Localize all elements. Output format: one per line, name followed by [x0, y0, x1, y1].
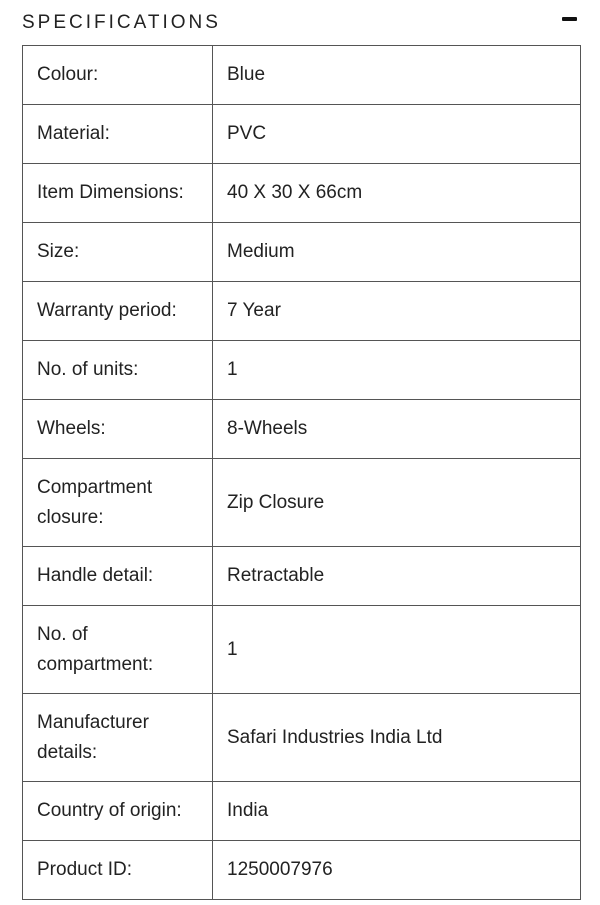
section-title: SPECIFICATIONS — [22, 12, 221, 33]
spec-row-warranty-period — [23, 282, 581, 341]
spec-label: Size: — [23, 223, 213, 282]
spec-label: Item Dimensions: — [23, 164, 213, 223]
spec-value: 40 X 30 X 66cm — [213, 164, 581, 223]
spec-label: Compartment closure: — [23, 459, 213, 547]
spec-label: Material: — [23, 105, 213, 164]
spec-value: 1 — [213, 606, 581, 694]
spec-label: Manufacturer details: — [23, 694, 213, 782]
spec-row-manufacturer-details — [23, 694, 581, 782]
spec-row-product-id — [23, 841, 581, 900]
spec-row-units — [23, 341, 581, 400]
spec-value: Blue — [213, 46, 581, 105]
spec-row-handle-detail — [23, 547, 581, 606]
spec-row-wheels — [23, 400, 581, 459]
spec-value: 1 — [213, 341, 581, 400]
spec-value: Medium — [213, 223, 581, 282]
minus-icon — [562, 17, 577, 21]
spec-value: 7 Year — [213, 282, 581, 341]
spec-row-item-dimensions — [23, 164, 581, 223]
spec-value: Safari Industries India Ltd — [213, 694, 581, 782]
spec-value: Zip Closure — [213, 459, 581, 547]
spec-row-size — [23, 223, 581, 282]
spec-row-compartment-closure — [23, 459, 581, 547]
spec-value: 8-Wheels — [213, 400, 581, 459]
spec-row-colour — [23, 46, 581, 105]
spec-row-compartments — [23, 606, 581, 694]
spec-value: PVC — [213, 105, 581, 164]
collapse-button[interactable] — [558, 8, 582, 30]
spec-value: Retractable — [213, 547, 581, 606]
spec-label: Product ID: — [23, 841, 213, 900]
spec-label: Country of origin: — [23, 782, 213, 841]
spec-label: Colour: — [23, 46, 213, 105]
spec-value: 1250007976 — [213, 841, 581, 900]
spec-row-material — [23, 105, 581, 164]
spec-label: Handle detail: — [23, 547, 213, 606]
spec-label: No. of units: — [23, 341, 213, 400]
spec-label: Warranty period: — [23, 282, 213, 341]
specifications-table — [22, 45, 581, 900]
spec-label: No. of compartment: — [23, 606, 213, 694]
spec-label: Wheels: — [23, 400, 213, 459]
spec-value: India — [213, 782, 581, 841]
spec-row-country-of-origin — [23, 782, 581, 841]
specifications-header[interactable] — [0, 0, 600, 45]
